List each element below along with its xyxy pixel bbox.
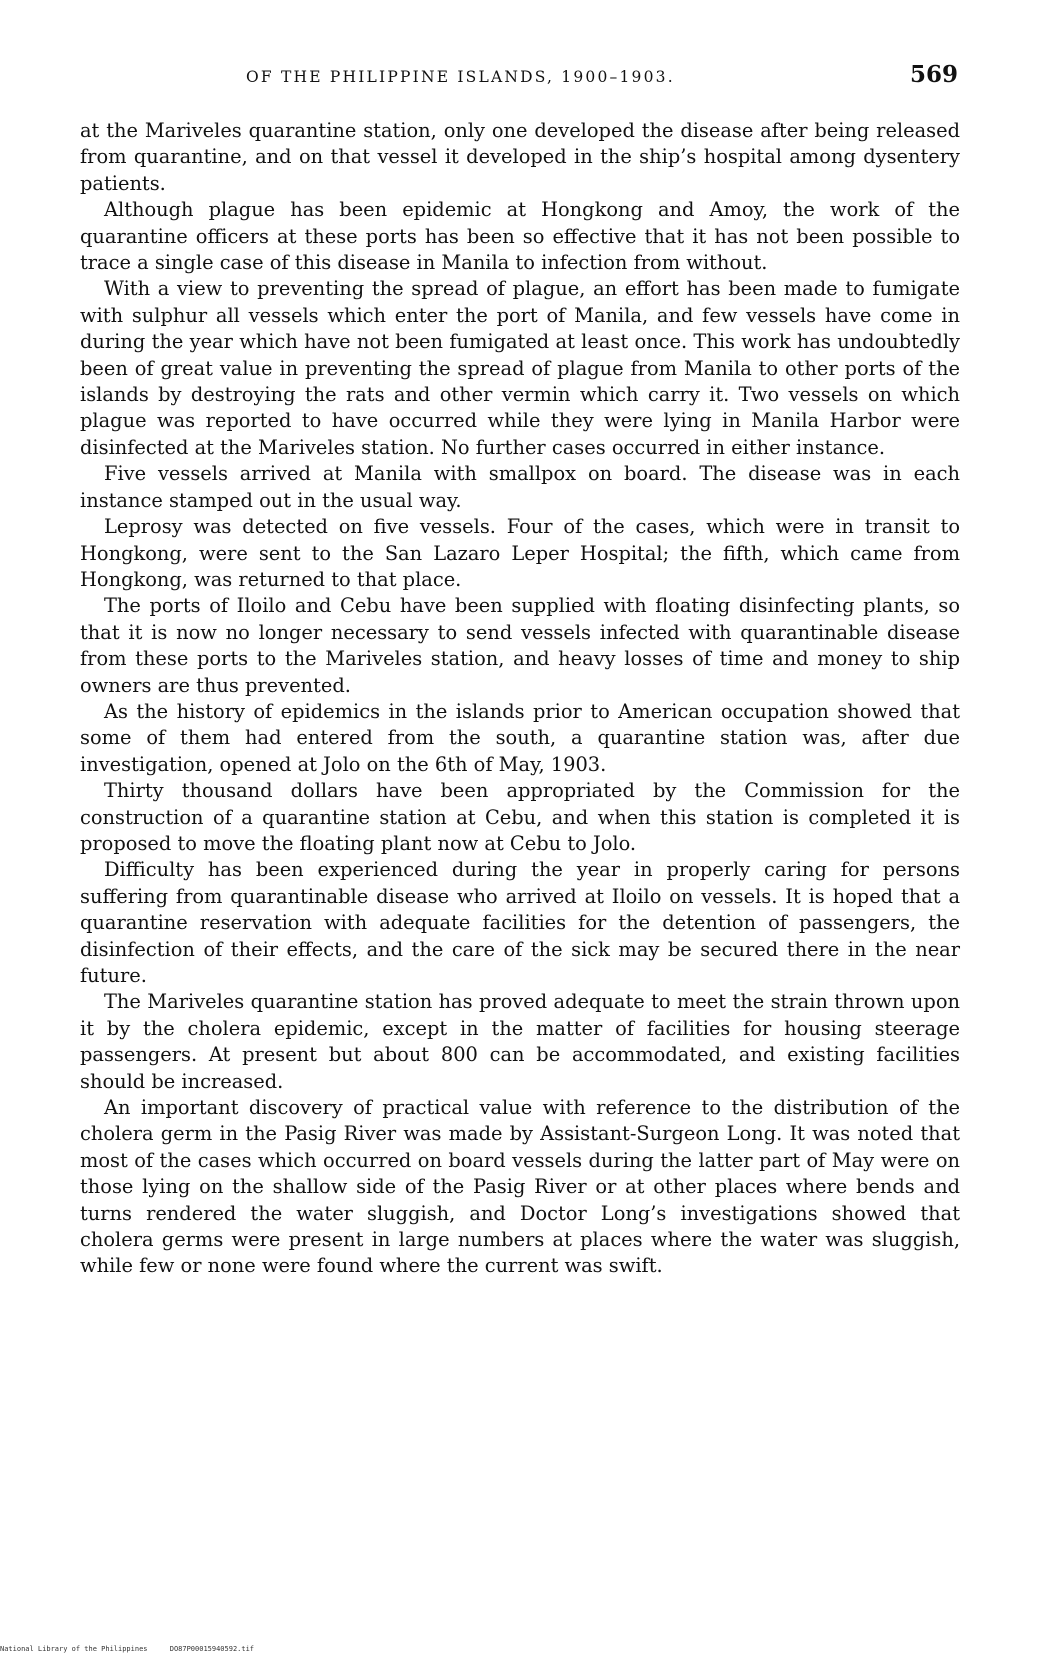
paragraph-pasig-cholera: An important discovery of practical value with reference to the distribution of the cholera germ in the Pasig River was made by Assistant-Surgeon Long. It was noted that most of the cases which occurred on board vessels during the latter part of May were on those lying on the shallow side of the Pasig River or at other places where bends and turns rendered the water sluggish, and Doctor Long’s investigations showed that cholera germs were present in large numbers at places where the water was sluggish, while few or none were found where the current was swift.: [80, 1096, 960, 1278]
paragraph-leprosy: Leprosy was detected on five vessels. Four of the cases, which were in transit to Hongkong, were sent to the San Lazaro Leper Hospital; the fifth, which came from Hongkong, was returned to that place.: [80, 515, 960, 591]
paragraph-fumigation: With a view to preventing the spread of plague, an effort has been made to fumigate with sulphur all vessels which enter the port of Manila, and few vessels have come in during the year which have not been fumigated at least once. This work has undoubtedly been of great value in preventing the spread of plague from Manila to other ports of the islands by destroying the rats and other vermin which carry it. Two vessels on which plague was reported to have occurred while they were lying in Manila Harbor were disinfected at the Mariveles station. No further cases occurred in either instance.: [80, 277, 960, 459]
running-head: OF THE PHILIPPINE ISLANDS, 1900–1903.: [246, 68, 675, 86]
scan-footer: [0, 1645, 272, 1653]
body-text: [80, 118, 960, 1280]
paragraph-smallpox: Five vessels arrived at Manila with smallpox on board. The disease was in each instance stamped out in the usual way.: [80, 462, 960, 512]
footer-library: National Library of the Philippines: [0, 1645, 148, 1653]
paragraph-iloilo-difficulty: Difficulty has been experienced during the year in properly caring for persons suffering from quarantinable disease who arrived at Iloilo on vessels. It is hoped that a quarantine reservation with adequate facilities for the detention of passengers, the disinfection of their effects, and the care of the sick may be secured there in the near future.: [80, 858, 960, 987]
paragraph-plague-hongkong-amoy: Although plague has been epidemic at Hongkong and Amoy, the work of the quarantine officers at these ports has been so effective that it has not been possible to trace a single case of this disease in Manila to infection from without.: [80, 198, 960, 275]
paragraph-jolo-station: As the history of epidemics in the islands prior to American occupation showed that some of them had entered from the south, a quarantine station was, after due investigation, opened at Jolo on the 6th of May, 1903.: [80, 699, 960, 776]
footer-file: DO87P00015940592.tif: [169, 1645, 255, 1653]
paragraph-iloilo-cebu-plants: The ports of Iloilo and Cebu have been supplied with floating disinfecting plants, so that it is now no longer necessary to send vessels infected with quarantinable disease from these ports to the Mariveles station, and heavy losses of time and money to ship owners are thus prevented.: [80, 594, 960, 697]
paragraph-continuation: at the Mariveles quarantine station, only one developed the disease after being released from quarantine, and on that vessel it developed in the ship’s hospital among dysentery patients.: [80, 119, 960, 195]
page-number: 569: [909, 61, 958, 88]
paragraph-mariveles-capacity: The Mariveles quarantine station has proved adequate to meet the strain thrown upon it by the cholera epidemic, except in the matter of facilities for housing steerage passengers. At present but about 800 can be accommodated, and existing facilities should be increased.: [80, 990, 960, 1093]
paragraph-cebu-appropriation: Thirty thousand dollars have been appropriated by the Commission for the construction of a quarantine station at Cebu, and when this station is completed it is proposed to move the floating plant now at Cebu to Jolo.: [80, 779, 960, 855]
page-header: [86, 61, 958, 94]
